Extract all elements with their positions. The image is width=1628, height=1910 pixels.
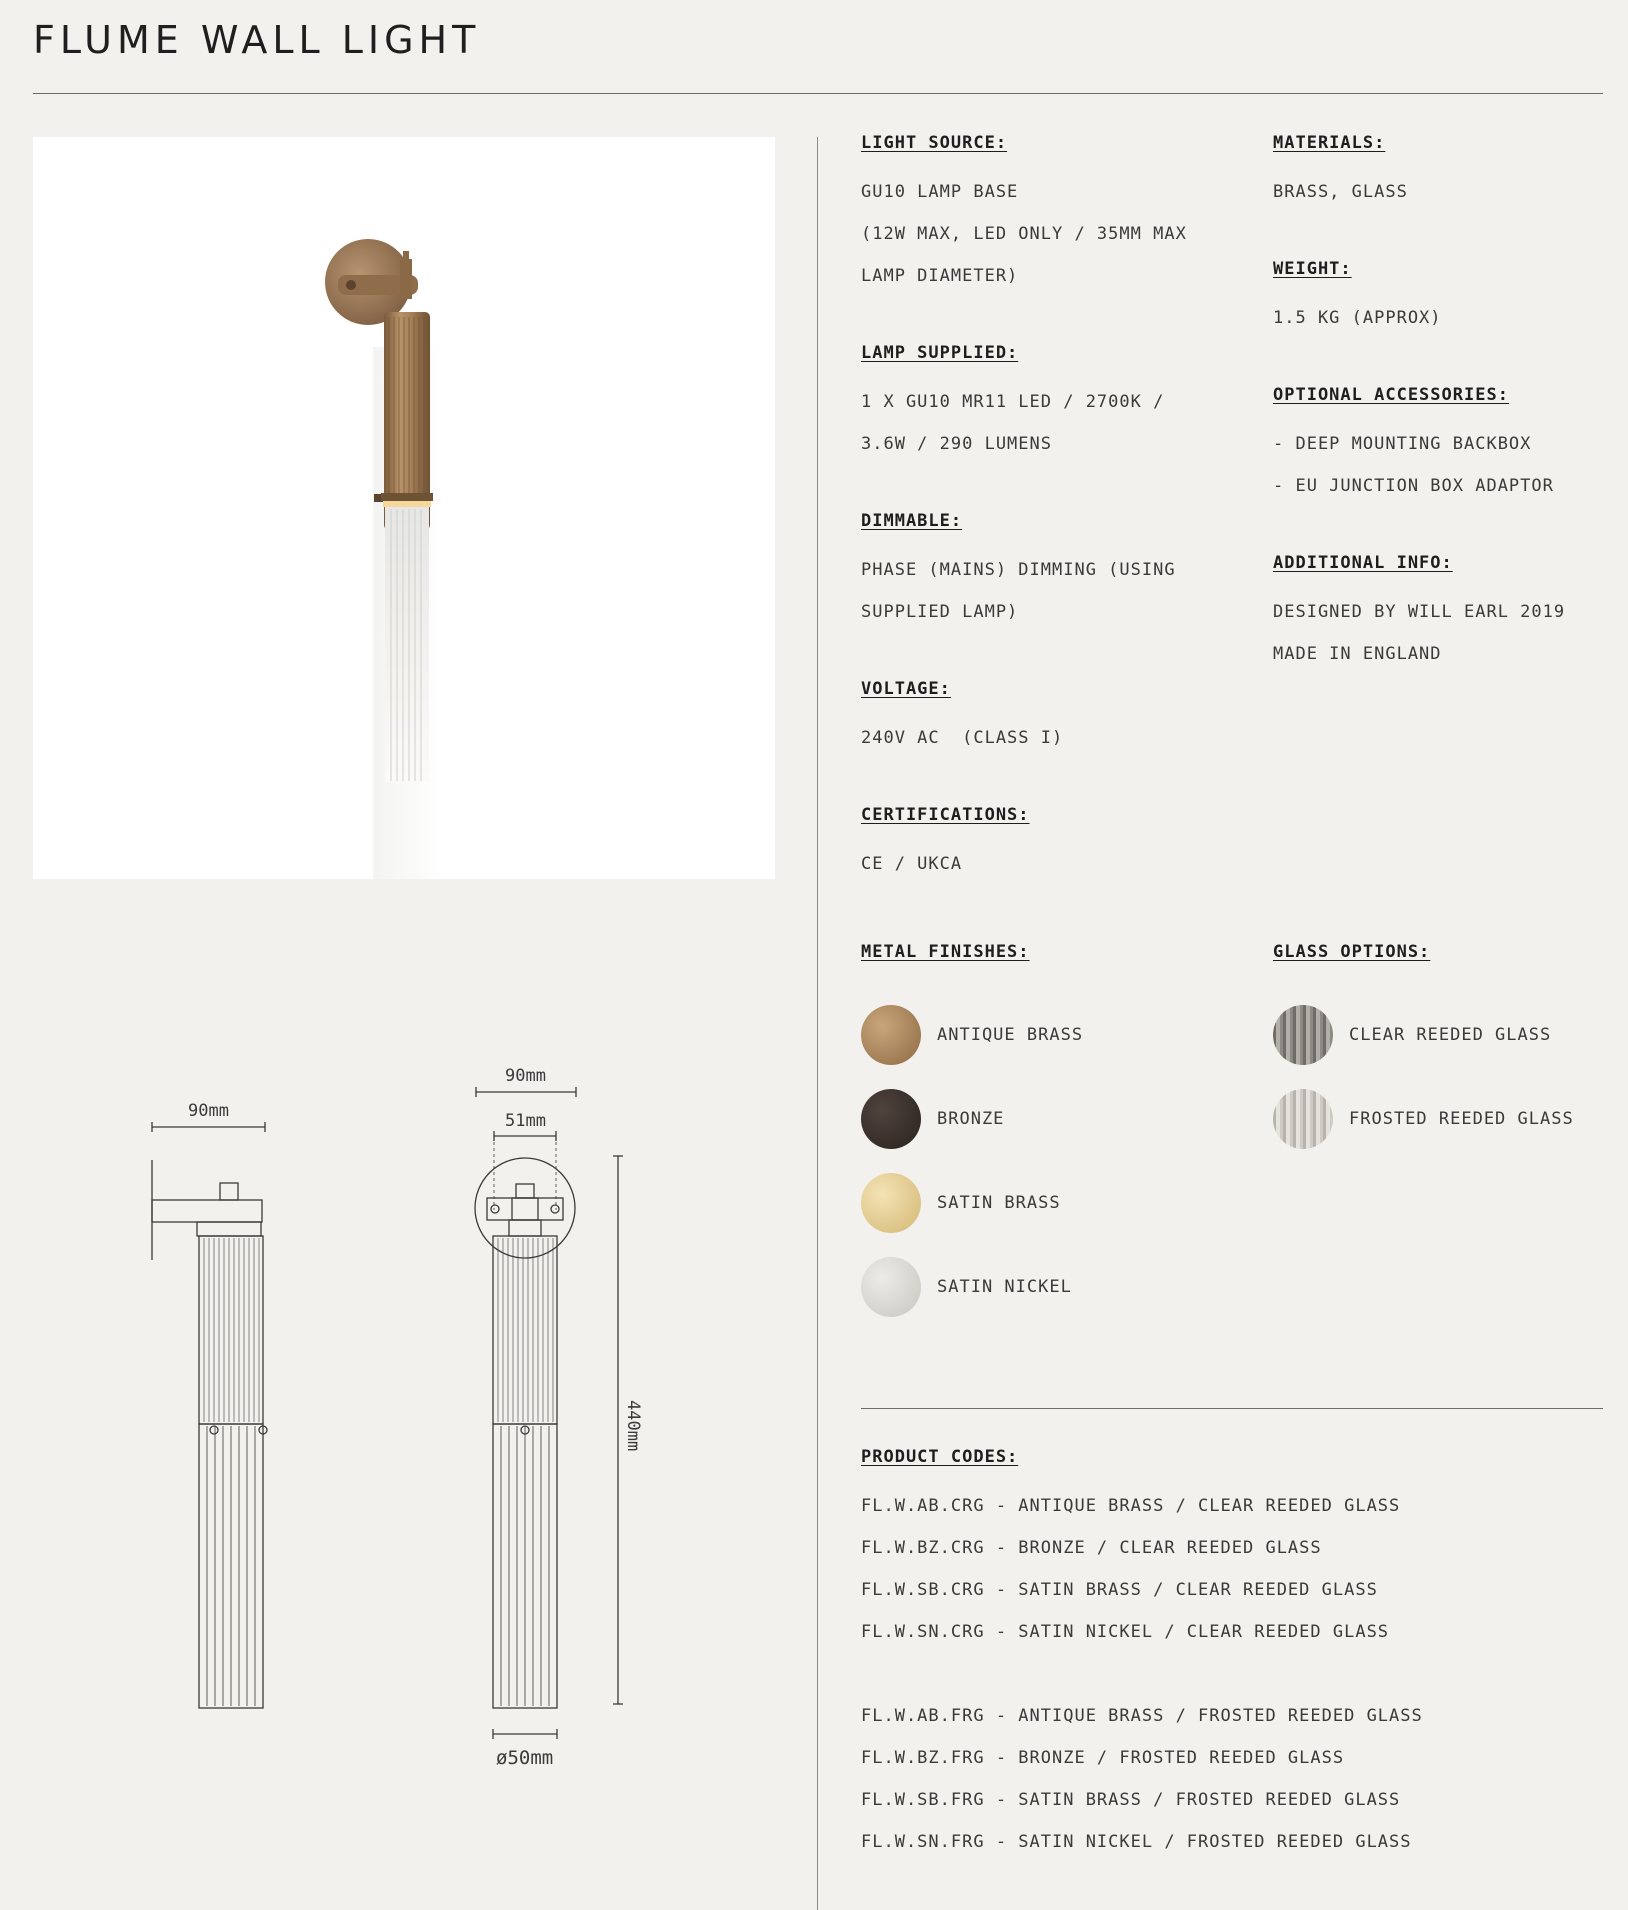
finish-satin-brass[interactable]: SATIN BRASS — [861, 1173, 1061, 1233]
dim-front-width: 90mm — [505, 1066, 546, 1086]
codes-divider — [861, 1408, 1603, 1409]
dim-height: 440mm — [623, 1400, 643, 1452]
product-code: FL.W.BZ.CRG - BRONZE / CLEAR REEDED GLASS — [861, 1538, 1322, 1558]
product-codes: PRODUCT CODES: FL.W.AB.CRG - ANTIQUE BRASS / CLEAR REEDED GLASS FL.W.BZ.CRG - BRONZE / CLEAR REEDED GLASS FL.W.SB.CRG - SATIN BRASS / CLEAR REEDED GLASS FL.W.SN.CRG - SATIN NICKEL / CLEAR REEDED GLASS FL.W.AB.FRG - ANTIQUE BRASS / FROSTED REEDED GLASS FL.W.BZ.FRG - BRONZE / FROSTED REEDED GLASS FL.W.SB.FRG - SATIN BRASS / FROSTED REEDED GLASS FL.W.SN.FRG - SATIN NICKEL / FROSTED REEDED GLASS — [861, 1443, 1423, 1863]
glass-clear-reeded[interactable]: CLEAR REEDED GLASS — [1273, 1005, 1551, 1065]
spec-additional-info: ADDITIONAL INFO: DESIGNED BY WILL EARL 2019 MADE IN ENGLAND — [1273, 553, 1566, 664]
spec-optional-accessories: OPTIONAL ACCESSORIES: - DEEP MOUNTING BACKBOX - EU JUNCTION BOX ADAPTOR — [1273, 385, 1554, 496]
dim-side-width: 90mm — [188, 1101, 229, 1121]
finish-satin-nickel[interactable]: SATIN NICKEL — [861, 1257, 1072, 1317]
frosted-reeded-glass-swatch — [1273, 1089, 1333, 1149]
spec-certifications: CERTIFICATIONS: CE / UKCA — [861, 805, 1030, 874]
satin-nickel-swatch — [861, 1257, 921, 1317]
product-code: FL.W.SN.CRG - SATIN NICKEL / CLEAR REEDED GLASS — [861, 1622, 1390, 1642]
dim-inner-width: 51mm — [505, 1111, 546, 1131]
product-code: FL.W.SB.FRG - SATIN BRASS / FROSTED REEDED GLASS — [861, 1790, 1401, 1810]
spec-voltage: VOLTAGE: 240V AC (CLASS I) — [861, 679, 1064, 748]
dim-diameter: ø50mm — [496, 1747, 554, 1769]
bronze-swatch — [861, 1089, 921, 1149]
spec-lamp-supplied: LAMP SUPPLIED: 1 X GU10 MR11 LED / 2700K / 3.6W / 290 LUMENS — [861, 343, 1165, 454]
antique-brass-swatch — [861, 1005, 921, 1065]
clear-reeded-glass-swatch — [1273, 1005, 1333, 1065]
metal-finishes-heading: METAL FINISHES: — [861, 942, 1030, 962]
column-divider — [817, 137, 818, 1910]
spec-materials: MATERIALS: BRASS, GLASS — [1273, 133, 1408, 202]
product-code: FL.W.BZ.FRG - BRONZE / FROSTED REEDED GLASS — [861, 1748, 1345, 1768]
product-code: FL.W.SB.CRG - SATIN BRASS / CLEAR REEDED GLASS — [861, 1580, 1378, 1600]
spec-light-source: LIGHT SOURCE: GU10 LAMP BASE (12W MAX, LED ONLY / 35MM MAX LAMP DIAMETER) — [861, 133, 1187, 286]
spec-weight: WEIGHT: 1.5 KG (APPROX) — [1273, 259, 1442, 328]
product-code: FL.W.AB.CRG - ANTIQUE BRASS / CLEAR REEDED GLASS — [861, 1496, 1401, 1516]
glass-options-heading: GLASS OPTIONS: — [1273, 942, 1431, 962]
finish-bronze[interactable]: BRONZE — [861, 1089, 1004, 1149]
product-photo — [33, 137, 775, 879]
page-title: FLUME WALL LIGHT — [33, 18, 481, 62]
technical-drawing — [120, 1050, 680, 1790]
product-code: FL.W.SN.FRG - SATIN NICKEL / FROSTED REEDED GLASS — [861, 1832, 1412, 1852]
finish-antique-brass[interactable]: ANTIQUE BRASS — [861, 1005, 1083, 1065]
product-code: FL.W.AB.FRG - ANTIQUE BRASS / FROSTED REEDED GLASS — [861, 1706, 1423, 1726]
glass-frosted-reeded[interactable]: FROSTED REEDED GLASS — [1273, 1089, 1574, 1149]
title-divider — [33, 93, 1603, 94]
satin-brass-swatch — [861, 1173, 921, 1233]
spec-dimmable: DIMMABLE: PHASE (MAINS) DIMMING (USING SUPPLIED LAMP) — [861, 511, 1176, 622]
